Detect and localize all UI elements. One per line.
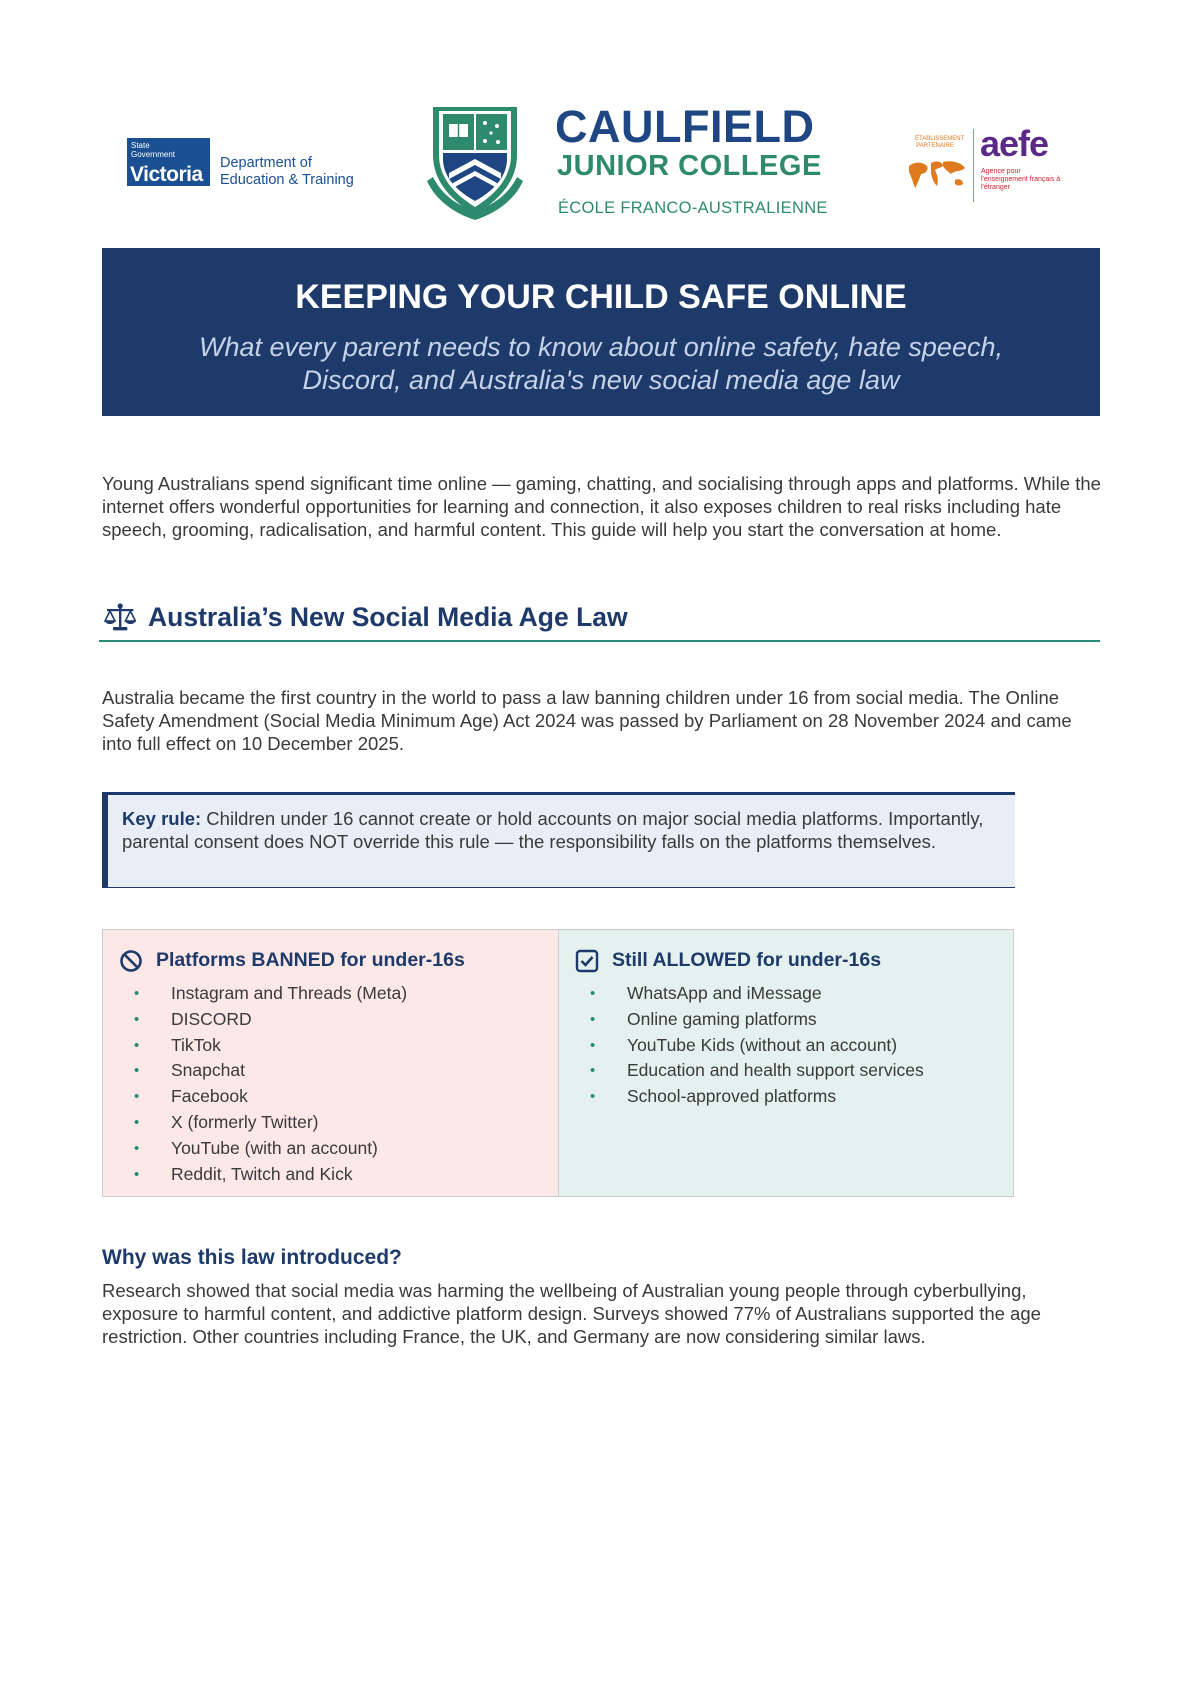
intro-paragraph: Young Australians spend significant time online — gaming, chatting, and socialising through apps and platforms. While the internet offers wonderful opportunities for learning and connection, it also exposes children to real risks including hate speech, grooming, radicalisation, and harmful content. This guide will help you start the conversation at home. [102,473,1101,540]
bullet-icon: • [590,1062,596,1080]
bullet-icon: • [134,1010,140,1028]
list-item [103,1136,407,1162]
victoria-logo-name: Victoria [130,163,203,186]
banned-platforms-column [103,930,559,1196]
list-item-text: DISCORD [171,1008,252,1029]
bullet-icon: • [134,1113,140,1131]
world-map-icon [907,158,967,192]
list-item-text: YouTube Kids (without an account) [627,1034,898,1055]
section-heading [102,598,1100,642]
bullet-icon: • [590,1010,596,1028]
list-item-text: Online gaming platforms [627,1008,817,1029]
list-item [103,1058,407,1084]
aefe-divider [973,129,974,202]
bullet-icon: • [134,1165,140,1183]
aefe-etablissement-text: ÉTABLISSEMENT PARTENAIRE [915,136,965,149]
list-item [103,1007,407,1033]
list-item-text: WhatsApp and iMessage [627,983,822,1003]
allowed-platforms-column [559,930,1013,1196]
no-entry-icon [119,949,143,973]
college-name-line1: CAULFIELD [555,101,815,152]
scale-icon [104,602,136,632]
list-item-text: X (formerly Twitter) [171,1111,319,1132]
victoria-logo-box [127,138,210,186]
list-item-text: Education and health support services [627,1060,924,1081]
banned-list [103,981,407,1187]
bullet-icon: • [590,985,596,1002]
victoria-department-text [220,155,354,189]
list-item [103,1084,407,1110]
caulfield-junior-college-logo [425,103,845,223]
aefe-agence-text: Agence pour l'enseignement français à l'étranger [981,168,1061,191]
list-item [103,981,407,1007]
section-title: Australia’s New Social Media Age Law [148,602,628,632]
list-item [559,1084,924,1110]
list-item [103,1033,407,1059]
allowed-title: Still ALLOWED for under-16s [612,949,882,971]
page-title: KEEPING YOUR CHILD SAFE ONLINE [295,278,907,316]
list-item-text: TikTok [171,1034,221,1055]
banned-title: Platforms BANNED for under-16s [156,949,465,971]
bullet-icon: • [590,1088,596,1106]
college-name-line2: JUNIOR COLLEGE [557,150,822,182]
list-item [559,1033,924,1059]
list-item [559,1007,924,1033]
list-item-text: YouTube (with an account) [171,1137,378,1158]
aefe-wordmark: aefe [980,123,1049,164]
platforms-table [102,929,1014,1197]
law-paragraph: Australia became the first country in the world to pass a law banning children under 16 from social media. The Online Safety Amendment (Social Media Minimum Age) Act 2024 was passed by Parliament on 28 November 2024 and came into full effect on 10 December 2025. [102,687,1072,754]
list-item-text: Instagram and Threads (Meta) [171,983,408,1003]
title-banner [102,248,1100,416]
why-paragraph: Research showed that social media was harming the wellbeing of Australian young people through cyberbullying, exposure to harmful content, and addictive platform design. Surveys showed 77% of Australians supported the age restriction. Other countries including France, the UK, and Germany are now considering similar laws. [102,1280,1041,1347]
list-item [559,1058,924,1084]
why-heading: Why was this law introduced? [102,1246,402,1269]
list-item-text: School-approved platforms [627,1086,837,1107]
list-item [103,1162,407,1188]
page-subtitle: What every parent needs to know about online safety, hate speech, Discord, and Australia's new social media age law [198,332,1003,395]
aefe-logo [903,124,1073,204]
victoria-dept-line2: Education & Training [220,172,354,188]
bullet-icon: • [134,1088,140,1106]
list-item-text: Snapchat [171,1060,245,1081]
school-crest-icon [425,103,525,221]
bullet-icon: • [134,1139,140,1157]
section-divider [99,640,1100,642]
college-subtitle: ÉCOLE FRANCO-AUSTRALIENNE [558,199,828,217]
victoria-government-logo [127,138,357,190]
bullet-icon: • [134,1062,140,1080]
list-item-text: Facebook [171,1086,248,1107]
bullet-icon: • [134,1036,140,1054]
allowed-list [559,981,924,1110]
victoria-dept-line1: Department of [220,155,312,171]
list-item [559,981,924,1007]
key-rule-body: Children under 16 cannot create or hold accounts on major social media platforms. Importantly, parental consent does NOT override this rule — the responsibility falls on the platforms themselves. [122,808,984,852]
list-item [103,1110,407,1136]
bullet-icon: • [134,985,140,1002]
list-item-text: Reddit, Twitch and Kick [171,1163,353,1184]
key-rule-label: Key rule: [122,808,202,829]
bullet-icon: • [590,1036,596,1054]
key-rule-callout [102,792,1015,888]
key-rule-text [122,807,1002,853]
checkbox-icon [575,949,599,973]
victoria-logo-small-text: State Government [131,141,176,159]
